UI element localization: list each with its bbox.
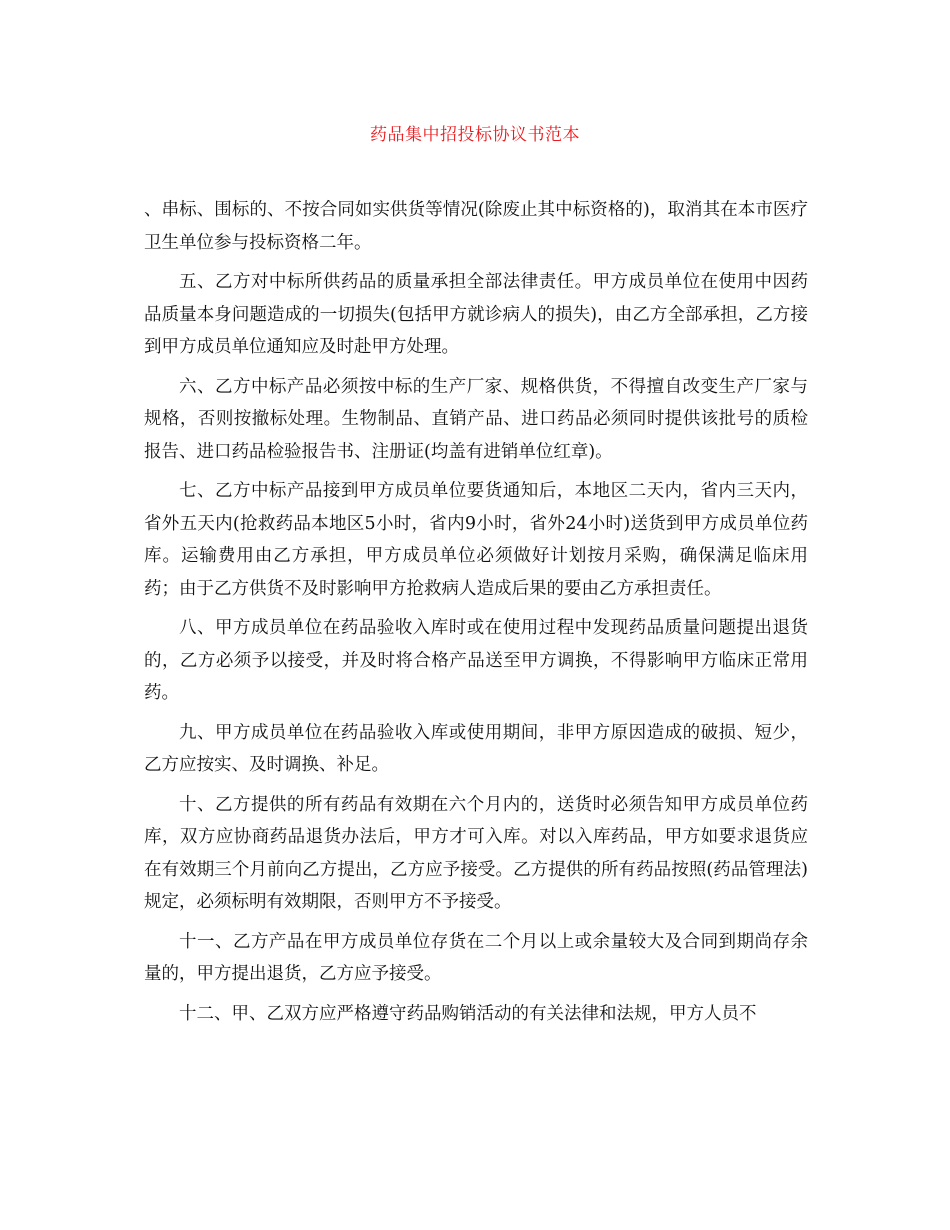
document-body — [144, 194, 808, 1037]
paragraph-clause-6: 六、乙方中标产品必须按中标的生产厂家、规格供货，不得擅自改变生产厂家与规格，否则按撤标处理。生物制品、直销产品、进口药品必须同时提供该批号的质检报告、进口药品检验报告书、注册证(均盖有进销单位红章)。 — [144, 376, 808, 462]
document-title: 药品集中招投标协议书范本 — [370, 125, 580, 145]
paragraph-clause-7: 七、乙方中标产品接到甲方成员单位要货通知后，本地区二天内，省内三天内，省外五天内(抢救药品本地区5小时，省内9小时，省外24小时)送货到甲方成员单位药库。运输费用由乙方承担，甲方成员单位必须做好计划按月采购，确保满足临床用药；由于乙方供货不及时影响甲方抢救病人造成后果的要由乙方承担责任。 — [144, 481, 808, 599]
paragraph-clause-12: 十二、甲、乙双方应严格遵守药品购销活动的有关法律和法规，甲方人员不 — [179, 1003, 757, 1024]
paragraph-clause-10: 十、乙方提供的所有药品有效期在六个月内的，送货时必须告知甲方成员单位药库，双方应协商药品退货办法后，甲方才可入库。对以入库药品，甲方如要求退货应在有效期三个月前向乙方提出，乙方应予接受。乙方提供的所有药品按照(药品管理法)规定，必须标明有效期限，否则甲方不予接受。 — [144, 794, 808, 912]
paragraph-clause-11: 十一、乙方产品在甲方成员单位存货在二个月以上或余量较大及合同到期尚存余量的，甲方提出退货，乙方应予接受。 — [144, 931, 808, 984]
paragraph-clause-5: 五、乙方对中标所供药品的质量承担全部法律责任。甲方成员单位在使用中因药品质量本身问题造成的一切损失(包括甲方就诊病人的损失)，由乙方全部承担，乙方接到甲方成员单位通知应及时赴甲方处理。 — [144, 272, 808, 357]
paragraph-continuation: 、串标、围标的、不按合同如实供货等情况(除废止其中标资格的)，取消其在本市医疗卫生单位参与投标资格二年。 — [144, 200, 808, 253]
paragraph-clause-9: 九、甲方成员单位在药品验收入库或使用期间，非甲方原因造成的破损、短少，乙方应按实、及时调换、补足。 — [144, 722, 808, 775]
paragraph-clause-8: 八、甲方成员单位在药品验收入库时或在使用过程中发现药品质量问题提出退货的，乙方必须予以接受，并及时将合格产品送至甲方调换，不得影响甲方临床正常用药。 — [144, 618, 808, 703]
